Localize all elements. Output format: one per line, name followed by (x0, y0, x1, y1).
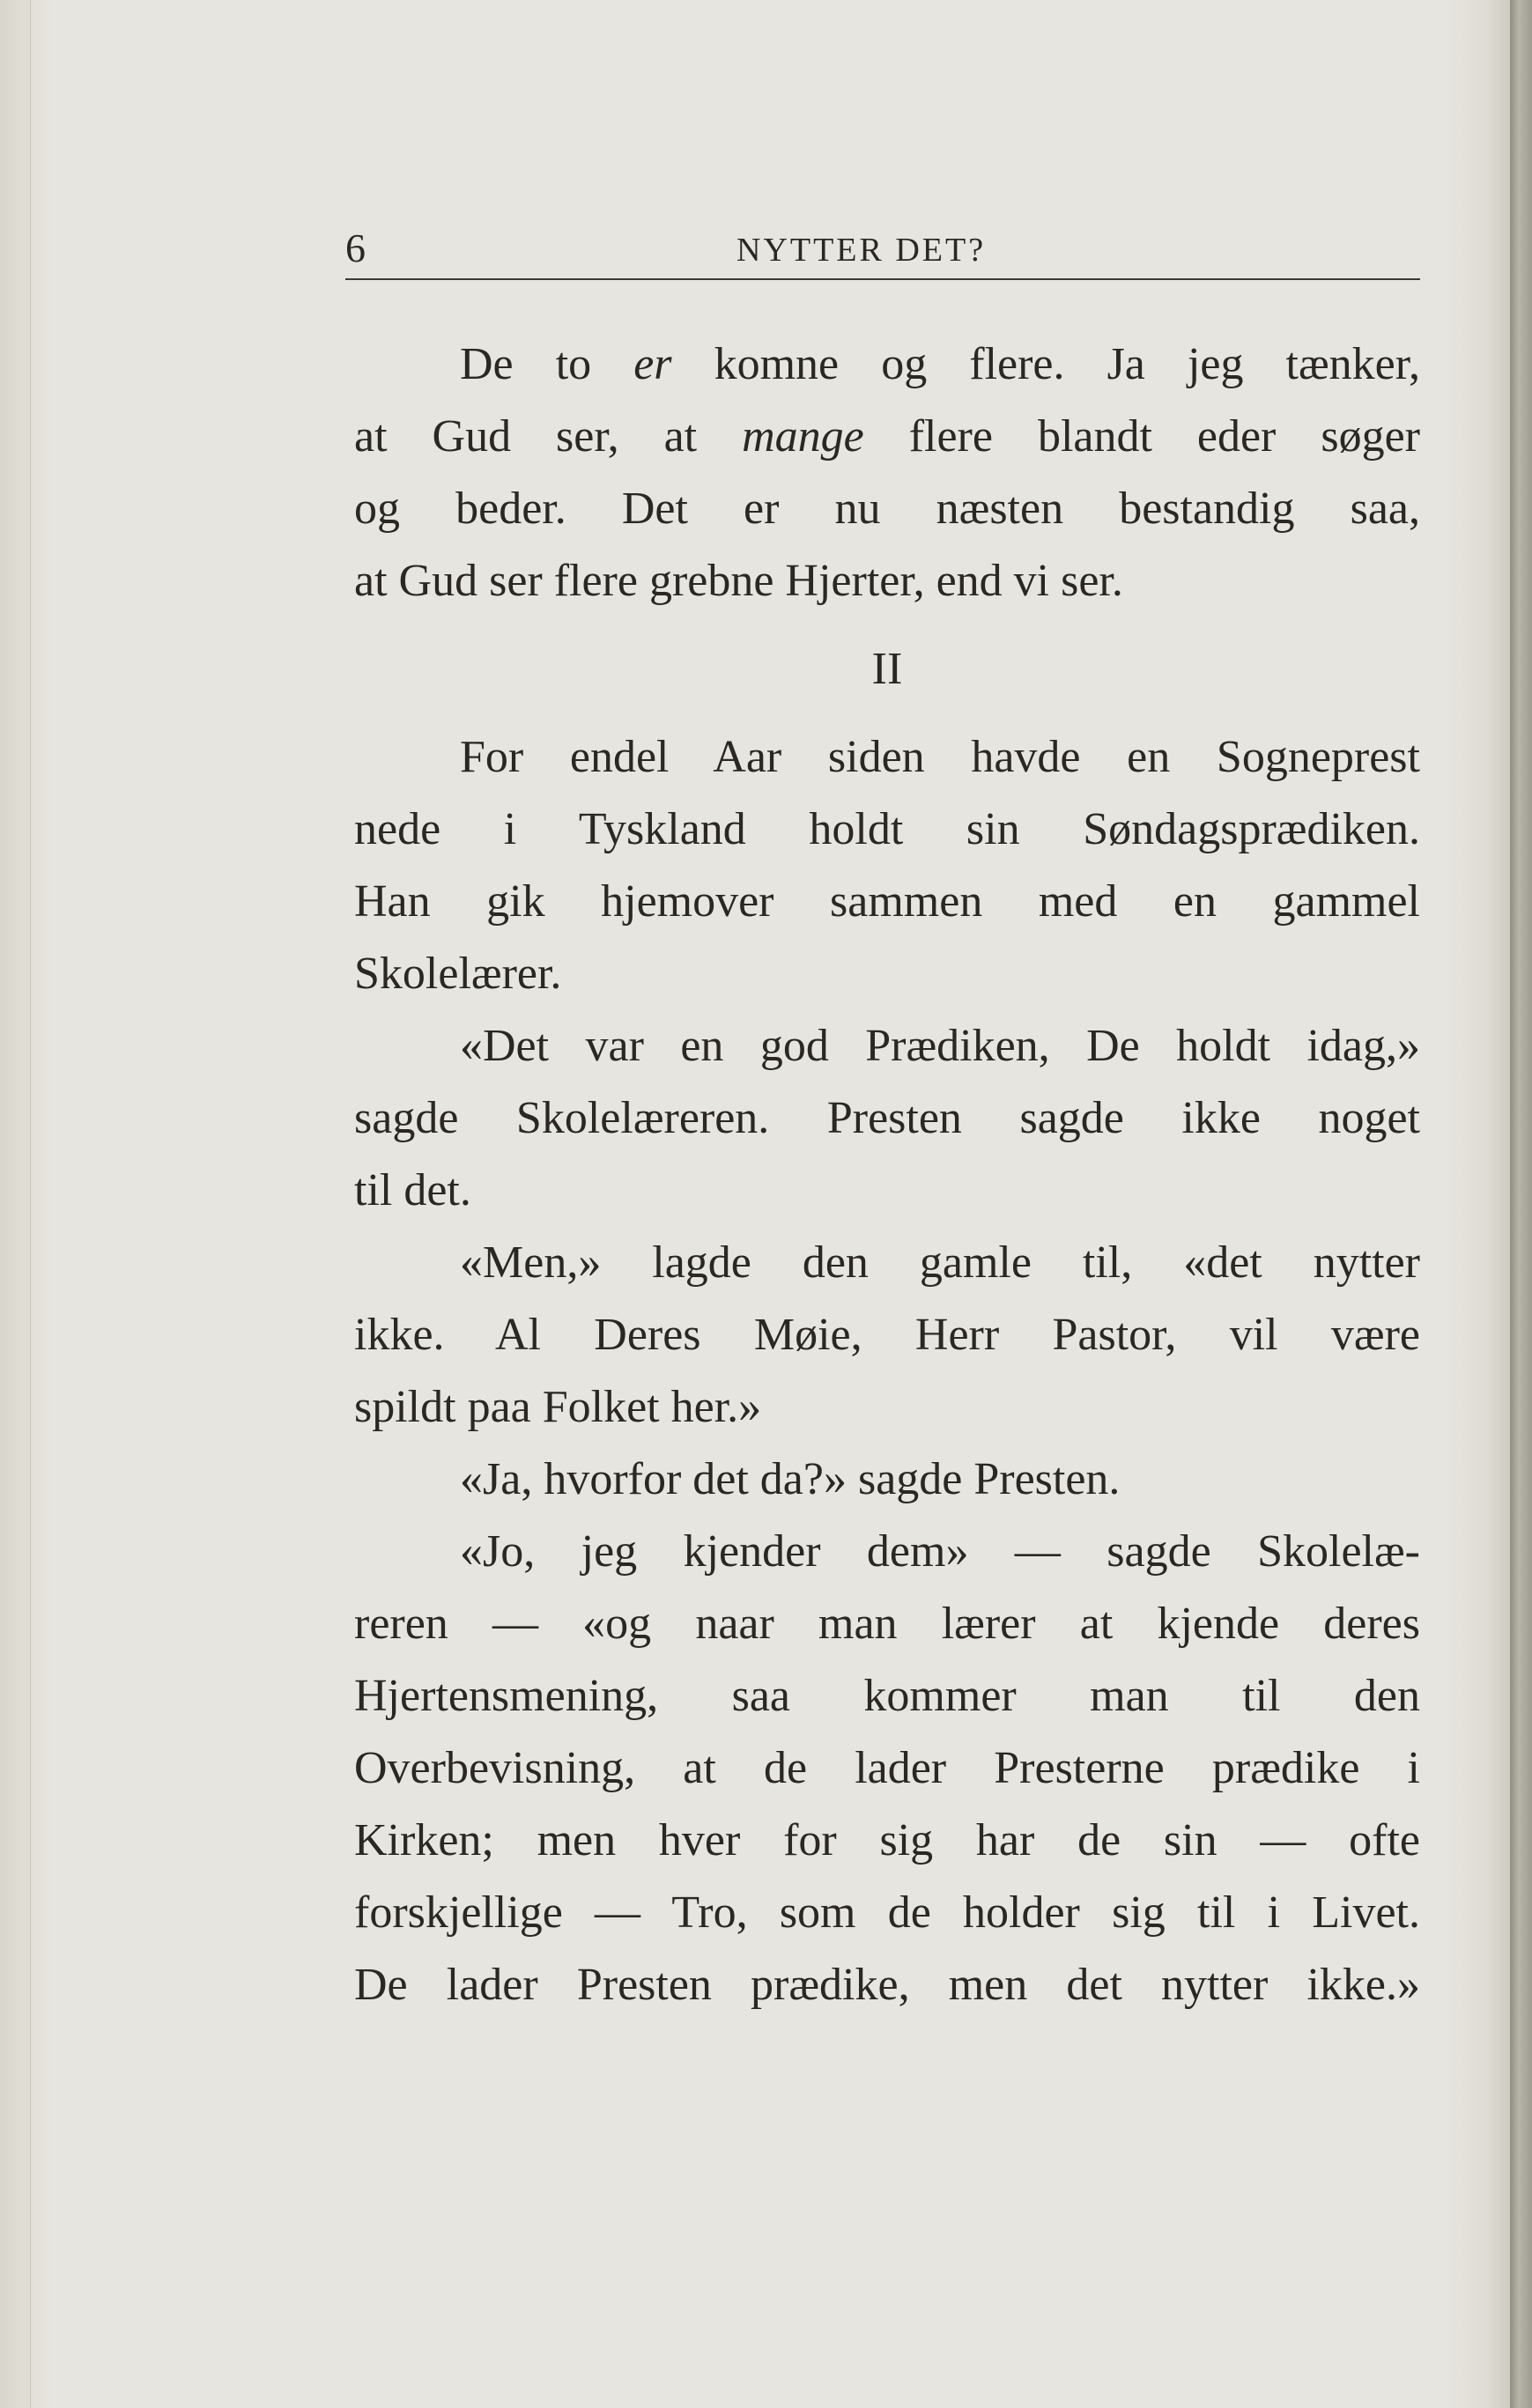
book-spine (1510, 0, 1532, 2408)
text-line: Kirken; men hver for sig har de sin — ofte (354, 1815, 1420, 1865)
text-line: at Gud ser flere grebne Hjerter, end vi ser. (354, 556, 1123, 606)
section-gap (354, 617, 1420, 633)
text-run: komne og flere. Ja jeg tænker, (671, 339, 1420, 389)
text-line: For endel Aar siden havde en Sogneprest (460, 732, 1420, 782)
text-line: Skolelærer. (354, 949, 562, 999)
text-run: flere blandt eder søger (863, 411, 1420, 462)
page-header (345, 222, 1420, 280)
page-left-edge (0, 0, 31, 2408)
text-line: reren — «og naar man lærer at kjende deres (354, 1599, 1420, 1649)
text-line: «Ja, hvorfor det da?» sagde Presten. (460, 1454, 1121, 1504)
italic-text: er (633, 339, 672, 389)
text-run: De to (460, 339, 634, 389)
text-line: til det. (354, 1165, 471, 1215)
text-line: «Men,» lagde den gamle til, «det nytter (460, 1237, 1420, 1288)
text-run: at Gud ser, at (354, 411, 743, 462)
page-number: 6 (345, 225, 366, 270)
text-line: forskjellige — Tro, som de holder sig til i Livet. (354, 1887, 1420, 1938)
text-line: ikke. Al Deres Møie, Herr Pastor, vil være (354, 1310, 1420, 1360)
section-gap (354, 705, 1420, 721)
text-line (354, 329, 1420, 401)
text-line: Overbevisning, at de lader Presterne prædike i (354, 1743, 1420, 1793)
text-line: og beder. Det er nu næsten bestandig saa, (354, 484, 1420, 534)
text-line: Han gik hjemover sammen med en gammel (354, 876, 1420, 927)
text-line: Hjertensmening, saa kommer man til den (354, 1671, 1420, 1721)
text-line: nede i Tyskland holdt sin Søndagsprædiken. (354, 804, 1420, 854)
text-line: «Jo, jeg kjender dem» — sagde Skolelæ- (460, 1526, 1420, 1577)
running-head: NYTTER DET? (736, 232, 987, 269)
section-number: II (871, 644, 903, 694)
text-line: spildt paa Folket her.» (354, 1382, 762, 1432)
text-line: sagde Skolelæreren. Presten sagde ikke noget (354, 1093, 1420, 1143)
text-line: De lader Presten prædike, men det nytter ikke.» (354, 1960, 1420, 2010)
body-text (354, 329, 1420, 2021)
text-line (354, 401, 1420, 473)
italic-text: mange (742, 411, 864, 462)
text-line: «Det var en god Prædiken, De holdt idag,» (460, 1021, 1420, 1071)
